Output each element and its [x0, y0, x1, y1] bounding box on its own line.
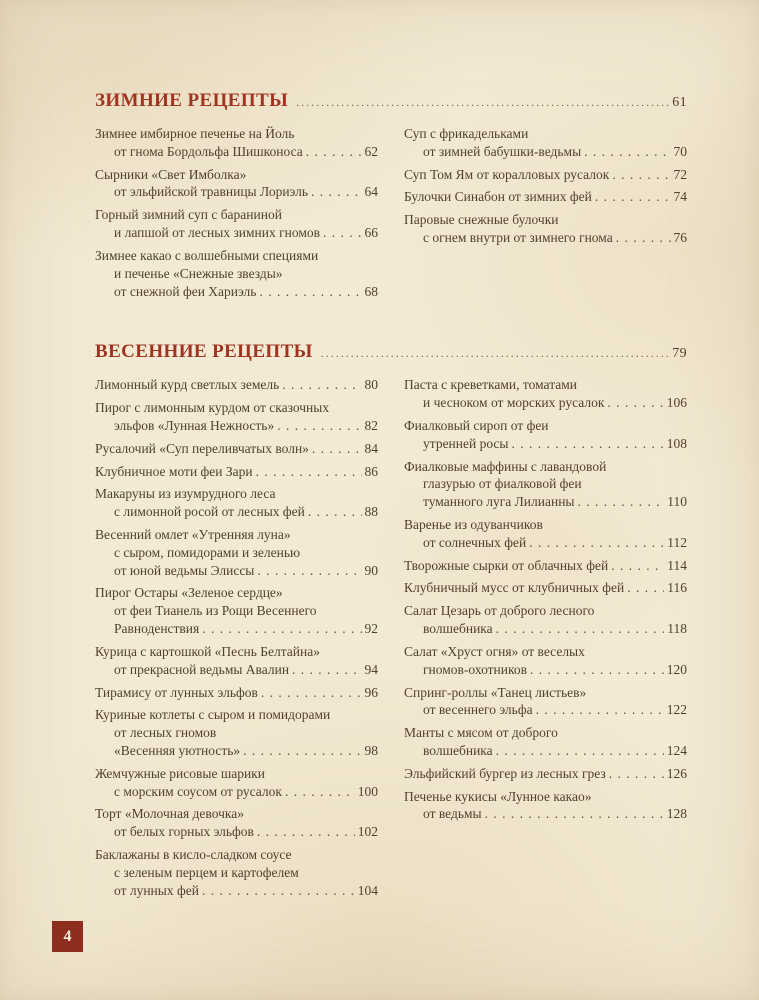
entry-text: от ведьмы — [423, 806, 482, 822]
entry-text: Паровые снежные булочки — [404, 212, 559, 228]
entry-page-number: 112 — [667, 534, 687, 550]
entry-last-line — [404, 143, 687, 161]
entry-text: и лапшой от лесных зимних гномов — [114, 225, 321, 241]
entry-page-number: 108 — [666, 435, 687, 451]
toc-entry — [404, 684, 687, 720]
entry-last-line — [95, 283, 378, 301]
entry-text: от весеннего эльфа — [423, 702, 533, 718]
entry-page-number: 90 — [364, 562, 378, 578]
toc-entry — [95, 485, 378, 521]
toc-section — [95, 90, 687, 305]
toc-entry — [404, 724, 687, 760]
entry-text: Пирог Остары «Зеленое сердце» — [95, 585, 283, 601]
entry-text: Весенний омлет «Утренняя луна» — [95, 527, 291, 542]
leader-dots-icon — [257, 823, 355, 841]
entry-line — [404, 417, 687, 435]
entry-line — [404, 475, 687, 493]
entry-line — [95, 724, 378, 742]
entry-last-line — [95, 620, 378, 638]
section-page-number: 61 — [672, 95, 687, 110]
entry-last-line — [404, 620, 687, 638]
entry-text: глазурью от фиалковой феи — [423, 476, 582, 492]
leader-dots-icon — [612, 166, 670, 184]
entry-text: от гнома Бордольфа Шишконоса — [114, 143, 303, 159]
entry-text: Клубничный мусс от клубничных фей — [404, 580, 625, 596]
leader-dots-icon — [496, 742, 664, 760]
entry-last-line — [404, 166, 687, 184]
entry-last-line — [95, 463, 378, 481]
entry-text: Зимнее какао с волшебными специями — [95, 247, 319, 263]
entry-text: Русалочий «Суп переливчатых волн» — [95, 440, 309, 456]
leader-dots-icon — [607, 394, 663, 412]
leader-dots-icon — [321, 346, 670, 361]
toc-entry — [404, 188, 687, 206]
entry-page-number: 124 — [666, 742, 687, 758]
entry-last-line — [95, 143, 378, 161]
entry-page-number: 122 — [666, 702, 687, 718]
entry-text: Творожные сырки от облачных фей — [404, 557, 609, 573]
leader-dots-icon — [611, 557, 664, 575]
entry-text: туманного луга Лилианны — [423, 494, 575, 510]
toc-entry — [95, 643, 378, 679]
leader-dots-icon — [530, 661, 664, 679]
leader-dots-icon — [282, 376, 361, 394]
toc-entry — [95, 805, 378, 841]
entry-line — [95, 247, 378, 265]
entry-line — [404, 602, 687, 620]
entry-page-number: 76 — [673, 230, 687, 246]
leader-dots-icon — [595, 188, 671, 206]
toc-entry — [404, 643, 687, 679]
entry-last-line — [95, 823, 378, 841]
entry-line — [95, 706, 378, 724]
entry-page-number: 96 — [364, 684, 378, 700]
entry-text: Торт «Молочная девочка» — [95, 806, 244, 822]
entry-last-line — [95, 661, 378, 679]
toc-entry — [404, 166, 687, 184]
leader-dots-icon — [584, 143, 670, 161]
leader-dots-icon — [627, 579, 664, 597]
leader-dots-icon — [292, 661, 361, 679]
toc-column — [95, 125, 378, 305]
leader-dots-icon — [496, 620, 665, 638]
toc-entry — [404, 211, 687, 247]
leader-dots-icon — [256, 463, 362, 481]
entry-text: Жемчужные рисовые шарики — [95, 765, 265, 781]
entry-text: гномов-охотников — [423, 661, 527, 677]
entry-page-number: 82 — [364, 417, 378, 433]
entry-text: Фиалковые маффины с лавандовой — [404, 458, 607, 474]
entry-page-number: 94 — [364, 661, 378, 677]
section-columns — [95, 125, 687, 305]
leader-dots-icon — [296, 95, 670, 110]
entry-page-number: 88 — [364, 504, 378, 520]
entry-text: Фиалковый сироп от феи — [404, 417, 549, 433]
entry-line — [404, 211, 687, 229]
entry-page-number: 114 — [667, 557, 687, 573]
entry-text: Клубничное моти феи Зари — [95, 463, 253, 479]
entry-text: Пирог с лимонным курдом от сказочных — [95, 400, 330, 416]
entry-text: Суп с фрикадельками — [404, 126, 529, 141]
toc-entry — [404, 557, 687, 575]
leader-dots-icon — [609, 765, 664, 783]
entry-page-number: 120 — [666, 661, 687, 677]
entry-line — [404, 643, 687, 661]
entry-page-number: 86 — [364, 463, 378, 479]
entry-text: Зимнее имбирное печенье на Йоль — [95, 126, 295, 141]
entry-last-line — [404, 579, 687, 597]
leader-dots-icon — [312, 440, 362, 458]
entry-page-number: 118 — [667, 621, 687, 637]
entry-text: от прекрасной ведьмы Авалин — [114, 661, 290, 677]
entry-page-number: 110 — [667, 494, 687, 510]
entry-page-number: 70 — [673, 143, 687, 159]
toc-entry — [95, 706, 378, 759]
entry-line — [95, 485, 378, 503]
entry-page-number: 84 — [364, 440, 378, 456]
entry-page-number: 74 — [673, 189, 687, 205]
toc-column — [404, 376, 687, 904]
entry-last-line — [404, 661, 687, 679]
leader-dots-icon — [323, 224, 361, 242]
entry-text: Баклажаны в кисло-сладком соусе — [95, 847, 292, 862]
toc-entry — [95, 584, 378, 637]
section-title: ЗИМНИЕ РЕЦЕПТЫ — [95, 90, 289, 111]
entry-text: утренней росы — [423, 435, 509, 451]
toc-entry — [404, 579, 687, 597]
toc-entry — [95, 125, 378, 161]
entry-text: волшебника — [423, 621, 493, 637]
leader-dots-icon — [308, 503, 362, 521]
section-heading — [95, 90, 687, 112]
entry-page-number: 64 — [364, 184, 378, 200]
entry-last-line — [404, 229, 687, 247]
entry-text: Горный зимний суп с бараниной — [95, 207, 282, 223]
entry-last-line — [404, 701, 687, 719]
entry-last-line — [95, 783, 378, 801]
entry-text: Спринг-роллы «Танец листьев» — [404, 684, 587, 700]
entry-last-line — [404, 534, 687, 552]
entry-page-number: 104 — [357, 882, 378, 898]
entry-text: от солнечных фей — [423, 534, 527, 550]
toc-entry — [95, 765, 378, 801]
toc-entry — [95, 247, 378, 300]
leader-dots-icon — [243, 742, 361, 760]
entry-text: Варенье из одуванчиков — [404, 517, 543, 532]
toc-entry — [95, 206, 378, 242]
toc-entry — [95, 376, 378, 394]
entry-line — [95, 602, 378, 620]
entry-text: с зеленым перцем и картофелем — [114, 864, 299, 880]
entry-line — [404, 125, 687, 143]
entry-last-line — [404, 805, 687, 823]
leader-dots-icon — [285, 783, 355, 801]
entry-line — [95, 166, 378, 184]
entry-text: с морским соусом от русалок — [114, 783, 282, 799]
toc-entry — [95, 526, 378, 579]
entry-last-line — [404, 742, 687, 760]
leader-dots-icon — [257, 562, 361, 580]
entry-line — [95, 584, 378, 602]
toc-entry — [404, 516, 687, 552]
entry-line — [404, 724, 687, 742]
entry-text: эльфов «Лунная Нежность» — [114, 417, 275, 433]
entry-last-line — [404, 394, 687, 412]
entry-line — [404, 684, 687, 702]
leader-dots-icon — [277, 417, 361, 435]
entry-page-number: 62 — [364, 143, 378, 159]
entry-text: с огнем внутри от зимнего гнома — [423, 230, 613, 246]
entry-line — [95, 526, 378, 544]
leader-dots-icon — [512, 435, 664, 453]
entry-last-line — [95, 440, 378, 458]
entry-last-line — [95, 882, 378, 900]
entry-page-number: 126 — [666, 765, 687, 781]
leader-dots-icon — [578, 493, 665, 511]
entry-text: Паста с креветками, томатами — [404, 377, 578, 393]
leader-dots-icon — [202, 620, 361, 638]
section-heading — [95, 341, 687, 363]
entry-text: Суп Том Ям от коралловых русалок — [404, 166, 610, 182]
entry-line — [404, 376, 687, 394]
table-of-contents — [95, 90, 687, 904]
entry-line — [95, 643, 378, 661]
entry-page-number: 128 — [666, 806, 687, 822]
entry-line — [95, 544, 378, 562]
entry-line — [95, 206, 378, 224]
entry-text: Салат «Хруст огня» от веселых — [404, 643, 585, 659]
entry-text: Курица с картошкой «Песнь Белтайна» — [95, 643, 320, 659]
entry-last-line — [404, 188, 687, 206]
entry-text: Салат Цезарь от доброго лесного — [404, 603, 595, 619]
entry-last-line — [404, 493, 687, 511]
leader-dots-icon — [536, 701, 664, 719]
leader-dots-icon — [306, 143, 362, 161]
entry-last-line — [95, 183, 378, 201]
entry-line — [95, 765, 378, 783]
entry-text: от лунных фей — [114, 882, 199, 898]
toc-entry — [95, 166, 378, 202]
entry-line — [95, 399, 378, 417]
entry-last-line — [95, 376, 378, 394]
entry-line — [404, 788, 687, 806]
entry-text: Лимонный курд светлых земель — [95, 377, 280, 393]
entry-page-number: 92 — [364, 621, 378, 637]
entry-text: Тирамису от лунных эльфов — [95, 684, 258, 700]
entry-line — [95, 864, 378, 882]
leader-dots-icon — [311, 183, 362, 201]
toc-entry — [95, 846, 378, 899]
entry-page-number: 68 — [364, 283, 378, 299]
entry-last-line — [95, 742, 378, 760]
entry-text: и печенье «Снежные звезды» — [114, 265, 283, 281]
entry-text: Эльфийский бургер из лесных грез — [404, 765, 606, 781]
entry-text: от феи Тианель из Рощи Весеннего — [114, 603, 317, 619]
entry-text: «Весенняя уютность» — [114, 742, 241, 758]
page-number-badge — [52, 921, 83, 952]
toc-entry — [95, 440, 378, 458]
entry-text: Манты с мясом от доброго — [404, 725, 558, 741]
entry-line — [404, 458, 687, 476]
entry-page-number: 66 — [364, 225, 378, 241]
entry-text: от снежной феи Хариэль — [114, 283, 257, 299]
toc-entry — [404, 417, 687, 453]
leader-dots-icon — [202, 882, 355, 900]
entry-text: Печенье кукисы «Лунное какао» — [404, 788, 592, 804]
entry-page-number: 116 — [667, 580, 687, 596]
toc-entry — [95, 463, 378, 481]
entry-text: от юной ведьмы Элиссы — [114, 562, 255, 578]
entry-last-line — [95, 224, 378, 242]
entry-text: с лимонной росой от лесных фей — [114, 504, 305, 520]
entry-text: от эльфийской травницы Лориэль — [114, 184, 308, 200]
toc-entry — [404, 376, 687, 412]
entry-last-line — [404, 557, 687, 575]
leader-dots-icon — [529, 534, 664, 552]
entry-last-line — [95, 562, 378, 580]
entry-last-line — [404, 435, 687, 453]
entry-last-line — [95, 503, 378, 521]
entry-text: Равноденствия — [114, 621, 200, 637]
entry-line — [95, 125, 378, 143]
section-page-number: 79 — [672, 346, 687, 362]
entry-text: от лесных гномов — [114, 725, 217, 741]
toc-entry — [404, 765, 687, 783]
toc-entry — [404, 788, 687, 824]
toc-column — [95, 376, 378, 904]
entry-text: Макаруны из изумрудного леса — [95, 486, 276, 502]
entry-text: Куриные котлеты с сыром и помидорами — [95, 707, 331, 723]
entry-text: с сыром, помидорами и зеленью — [114, 544, 301, 560]
section-columns — [95, 376, 687, 904]
toc-entry — [95, 399, 378, 435]
entry-text: Сырники «Свет Имболка» — [95, 166, 247, 182]
entry-page-number: 98 — [364, 742, 378, 758]
entry-text: Булочки Синабон от зимних фей — [404, 189, 592, 205]
entry-text: и чесноком от морских русалок — [423, 395, 605, 411]
entry-text: от белых горных эльфов — [114, 824, 254, 840]
entry-line — [95, 805, 378, 823]
toc-entry — [404, 602, 687, 638]
entry-last-line — [404, 765, 687, 783]
toc-section — [95, 341, 687, 904]
entry-page-number: 106 — [666, 395, 687, 411]
toc-column — [404, 125, 687, 305]
entry-last-line — [95, 684, 378, 702]
toc-entry — [404, 125, 687, 161]
entry-last-line — [95, 417, 378, 435]
entry-page-number: 80 — [364, 377, 378, 393]
toc-entry — [95, 684, 378, 702]
leader-dots-icon — [261, 684, 362, 702]
entry-line — [95, 846, 378, 864]
page-number: 4 — [63, 927, 72, 945]
section-title: ВЕСЕННИЕ РЕЦЕПТЫ — [95, 341, 313, 363]
entry-page-number: 100 — [357, 783, 378, 799]
entry-text: от зимней бабушки-ведьмы — [423, 143, 582, 159]
entry-page-number: 102 — [357, 824, 378, 840]
leader-dots-icon — [259, 283, 361, 301]
leader-dots-icon — [485, 805, 664, 823]
entry-line — [404, 516, 687, 534]
entry-page-number: 72 — [673, 166, 687, 182]
leader-dots-icon — [616, 229, 671, 247]
toc-entry — [404, 458, 687, 511]
entry-line — [95, 265, 378, 283]
entry-text: волшебника — [423, 742, 493, 758]
